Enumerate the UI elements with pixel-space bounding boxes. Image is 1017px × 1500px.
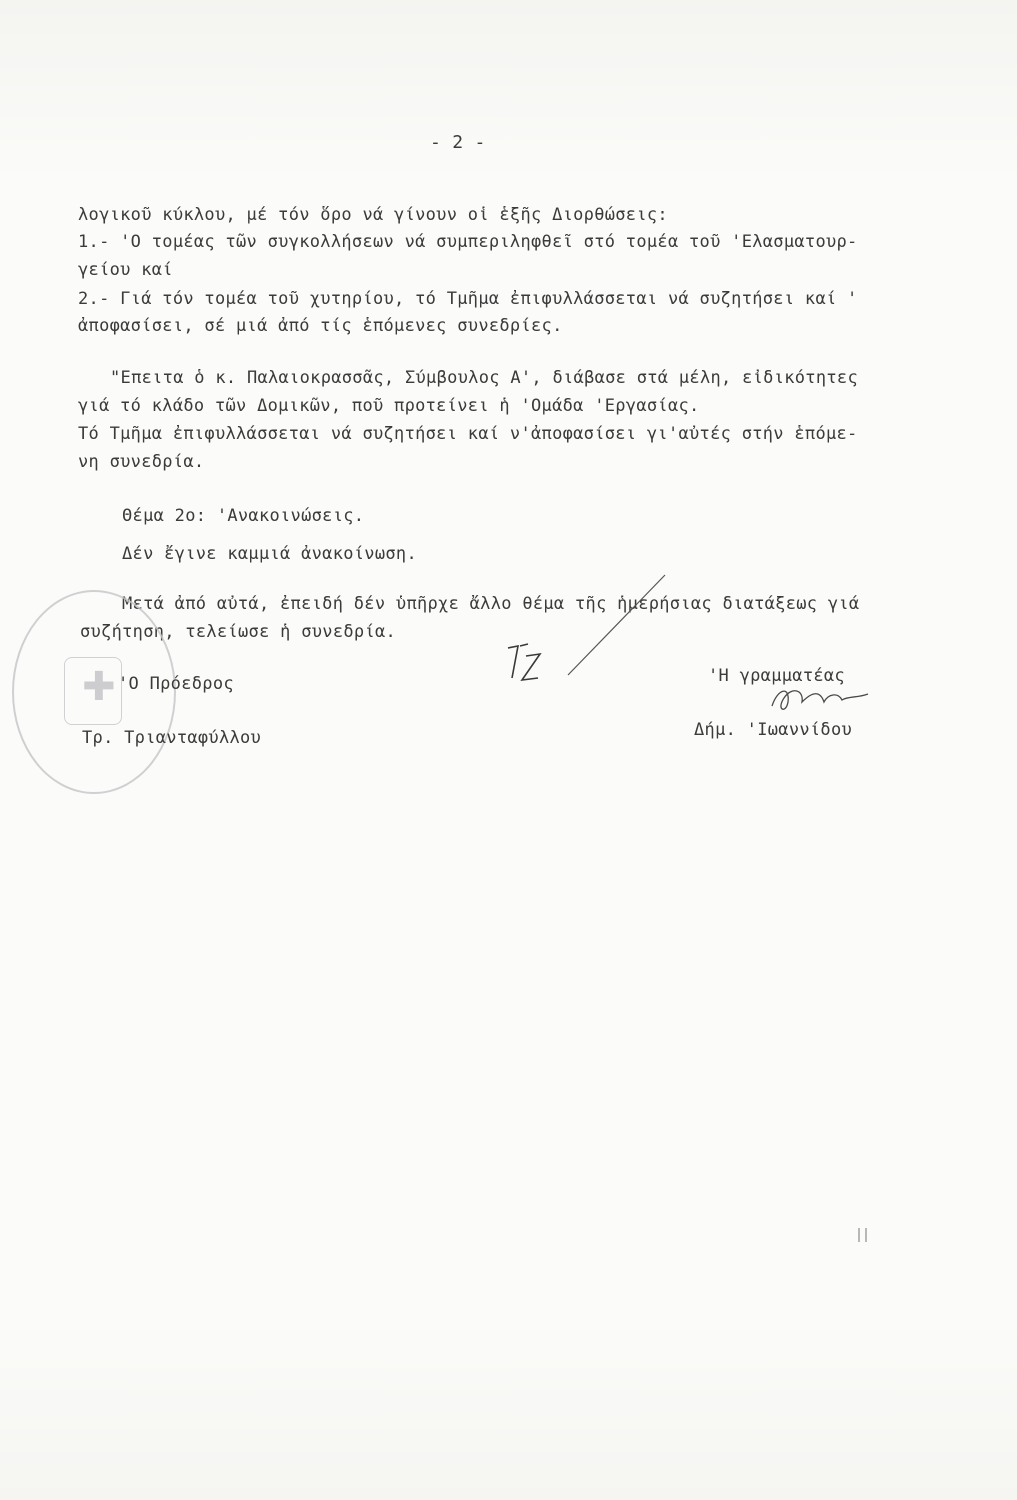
body-line-2: 1.- 'Ο τομέας τῶν συγκολλήσεων νά συμπεριληφθεῖ στό τομέα τοῦ 'Ελασματουρ- bbox=[78, 232, 858, 252]
body-line-1: λογικοῦ κύκλου, μέ τόν ὅρο νά γίνουν οἱ ἑξῆς Διορθώσεις: bbox=[78, 205, 668, 225]
body-line-closing-2: συζήτηση, τελείωσε ἡ συνεδρία. bbox=[80, 622, 397, 642]
body-line-7: γιά τό κλάδο τῶν Δομικῶν, ποῦ προτείνει ἡ 'Ομάδα 'Εργασίας. bbox=[78, 396, 700, 416]
body-line-5: ἀποφασίσει, σέ μιά ἀπό τίς ἑπόμενες συνεδρίες. bbox=[78, 316, 563, 336]
body-line-4: 2.- Γιά τόν τομέα τοῦ χυτηρίου, τό Τμῆμα ἐπιφυλλάσσεται νά συζητήσει καί ' bbox=[78, 289, 858, 309]
body-line-3: γείου καί bbox=[78, 260, 173, 280]
margin-mark-icon bbox=[858, 1228, 867, 1242]
seal-cross-icon: ✚ bbox=[82, 664, 116, 710]
chair-initials-icon bbox=[500, 638, 560, 688]
page-number: - 2 - bbox=[430, 132, 486, 153]
secretary-title: 'Η γραμματέας bbox=[708, 666, 845, 686]
topic-heading: Θέμα 2ο: 'Ανακοινώσεις. bbox=[122, 506, 365, 526]
pen-stroke-icon bbox=[560, 570, 670, 680]
body-line-8: Τό Τμῆμα ἐπιφυλλάσσεται νά συζητήσει καί ν'ἀποφασίσει γι'αὐτές στήν ἑπόμε- bbox=[78, 424, 858, 444]
body-line-6: "Επειτα ὁ κ. Παλαιοκρασσᾶς, Σύμβουλος Α', διάβασε στά μέλη, εἰδικότητες bbox=[110, 368, 858, 388]
secretary-name: Δήμ. 'Ιωαννίδου bbox=[694, 720, 853, 740]
chair-title: 'Ο Πρόεδρος bbox=[118, 674, 234, 694]
body-line-closing-1: Μετά ἀπό αὐτά, ἐπειδή δέν ὑπῆρχε ἄλλο θέμα τῆς ἡμερήσιας διατάξεως γιά bbox=[122, 594, 860, 614]
secretary-signature-icon bbox=[768, 680, 878, 720]
body-line-9: νη συνεδρία. bbox=[78, 452, 205, 472]
body-line-announcement: Δέν ἔγινε καμμιά ἀνακοίνωση. bbox=[122, 544, 417, 564]
chair-name: Τρ. Τριανταφύλλου bbox=[82, 728, 262, 748]
